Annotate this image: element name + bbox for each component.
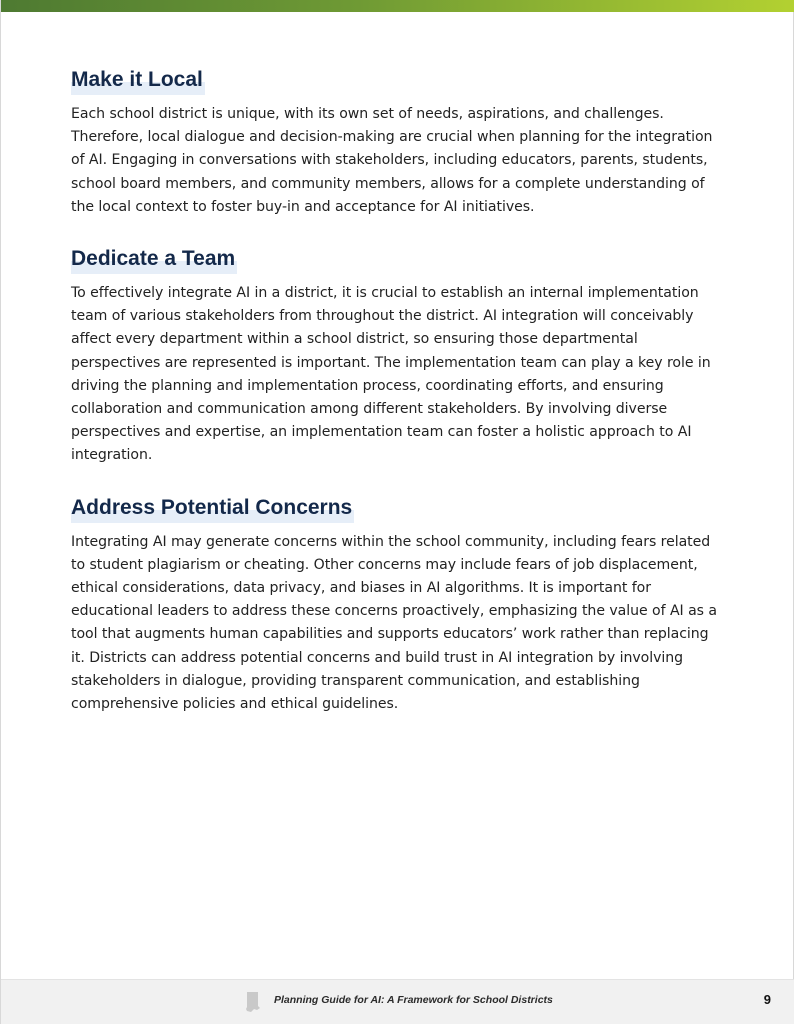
footer-document-title: Planning Guide for AI: A Framework for School Districts (274, 994, 553, 1006)
section-heading: Make it Local (71, 66, 205, 95)
section-heading: Address Potential Concerns (71, 494, 354, 523)
page-number: 9 (763, 992, 771, 1007)
section-make-it-local (71, 66, 723, 219)
section-body: Each school district is unique, with its own set of needs, aspirations, and challenges. Therefore, local dialogue and decision-making are crucial when planning for the integration of AI. Engaging in conversations with stakeholders, including educators, parents, students, school board members, and community members, allows for a complete understanding of the local context to foster buy-in and acceptance for AI initiatives. (71, 106, 713, 215)
indiana-state-icon (245, 992, 261, 1012)
page-content (71, 66, 723, 716)
section-heading: Dedicate a Team (71, 245, 237, 274)
top-accent-bar (1, 0, 794, 12)
page-footer (1, 979, 794, 1024)
section-dedicate-a-team (71, 245, 723, 468)
section-body: Integrating AI may generate concerns within the school community, including fears related to student plagiarism or cheating. Other concerns may include fears of job displacement, ethical considerations, data privacy, and biases in AI algorithms. It is important for educational leaders to address these concerns proactively, emphasizing the value of AI as a tool that augments human capabilities and supports educators’ work rather than replacing it. Districts can address potential concerns and build trust in AI integration by involving stakeholders in dialogue, providing transparent communication, and establishing comprehensive policies and ethical guidelines. (71, 533, 717, 713)
section-address-potential-concerns (71, 494, 723, 717)
section-body: To effectively integrate AI in a district, it is crucial to establish an internal implementation team of various stakeholders from throughout the district. AI integration will conceivably affect every department within a school district, so ensuring those departmental perspectives are represented is important. The implementation team can play a key role in driving the planning and implementation process, coordinating efforts, and ensuring collaboration and communication among different stakeholders. By involving diverse perspectives and expertise, an implementation team can foster a holistic approach to AI integration. (71, 285, 711, 464)
